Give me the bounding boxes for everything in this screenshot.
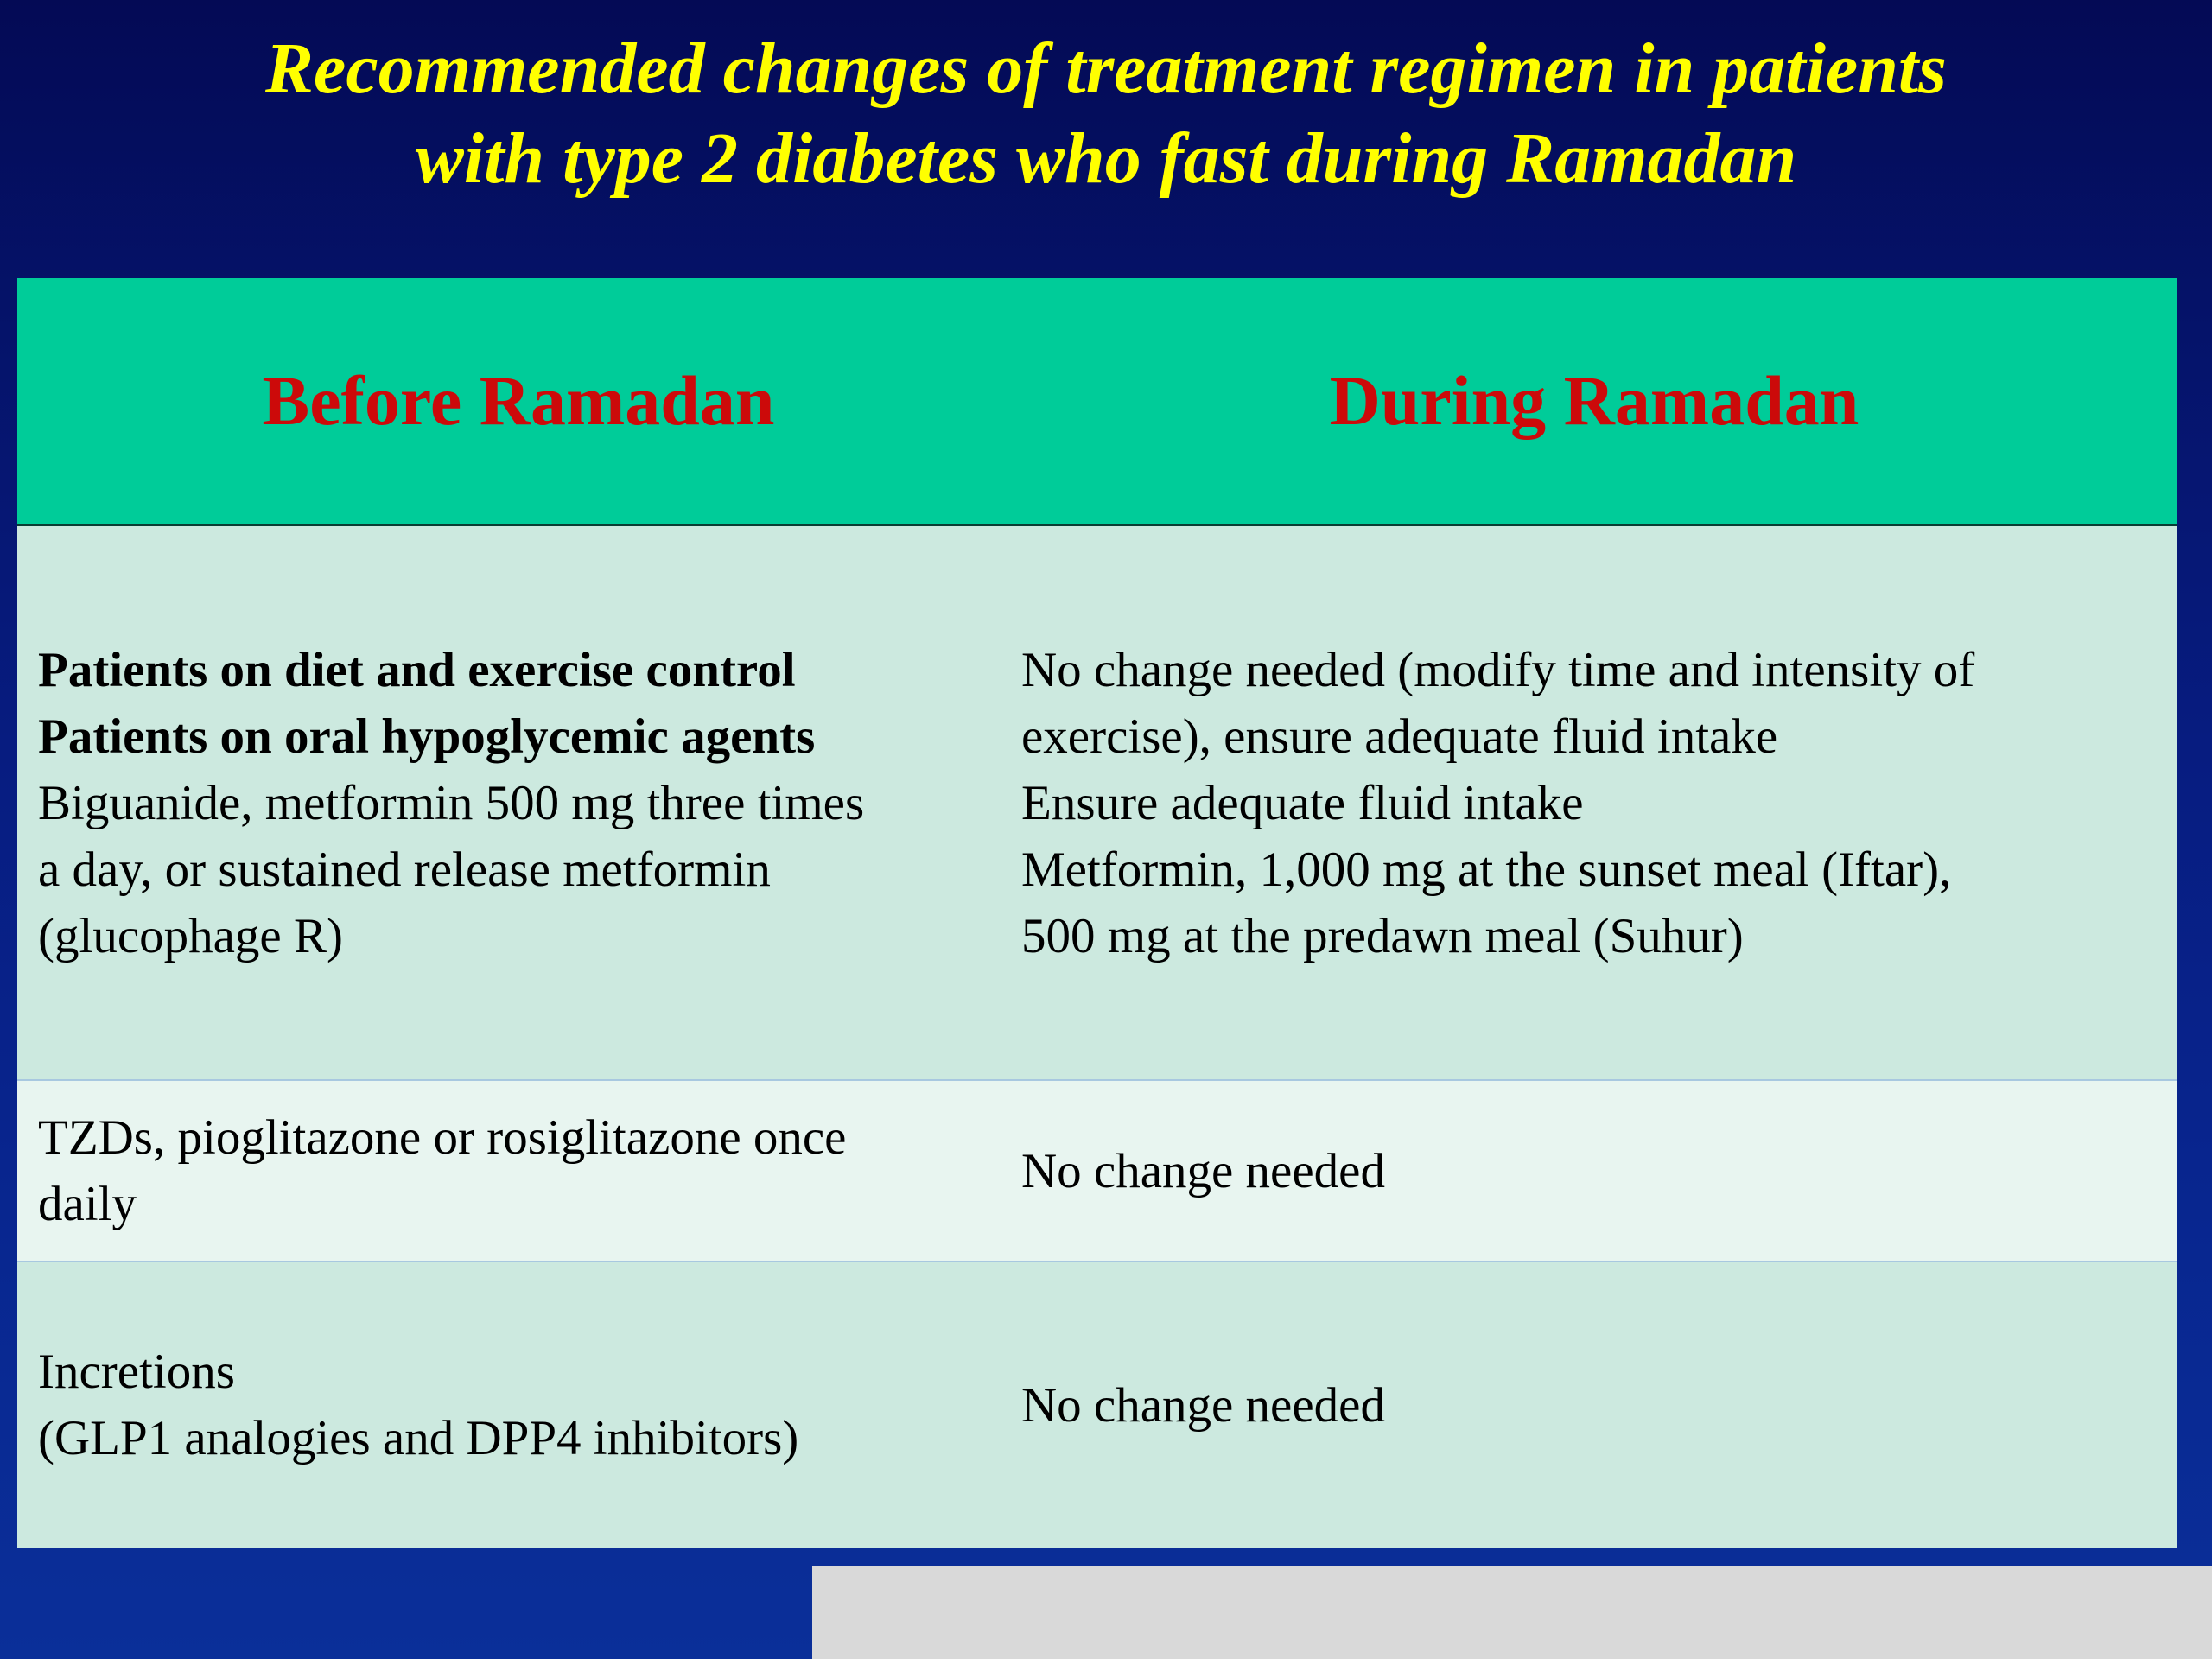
cell-text-line: No change needed [1021, 1143, 1385, 1198]
cell-text-line: No change needed (modify time and intensity of [1021, 642, 1975, 697]
bottom-right-panel [812, 1566, 2212, 1659]
table-cell-during [1011, 525, 2177, 1081]
header-during-ramadan: During Ramadan [1011, 278, 2177, 525]
table-row [17, 1080, 2177, 1262]
cell-text-line: (GLP1 analogies and DPP4 inhibitors) [38, 1411, 799, 1465]
slide-title-line-2: with type 2 diabetes who fast during Ramadan [415, 118, 1797, 199]
cell-text-line: TZDs, pioglitazone or rosiglitazone once [38, 1110, 847, 1165]
cell-text-line: exercise), ensure adequate fluid intake [1021, 709, 1778, 764]
table-row [17, 1262, 2177, 1548]
cell-text-line: (glucophage R) [38, 908, 343, 963]
table-header-row [17, 278, 2177, 525]
table-cell-before [17, 1262, 1011, 1548]
row-label-diet-exercise: Patients on diet and exercise control [38, 642, 796, 697]
table-cell-during [1011, 1262, 2177, 1548]
cell-text-line: No change needed [1021, 1377, 1385, 1433]
table-cell-before [17, 525, 1011, 1081]
cell-text-line: Metformin, 1,000 mg at the sunset meal (Iftar), [1021, 842, 1952, 897]
treatment-table [17, 278, 2177, 1548]
table-cell-during [1011, 1080, 2177, 1262]
cell-text-line: Ensure adequate fluid intake [1021, 775, 1584, 830]
cell-text-line: a day, or sustained release metformin [38, 842, 771, 897]
cell-text-line: Biguanide, metformin 500 mg three times [38, 775, 865, 830]
cell-text-line: daily [38, 1177, 137, 1231]
cell-text-line: Incretions [38, 1344, 235, 1399]
slide-title [0, 24, 2212, 204]
slide-title-line-1: Recommended changes of treatment regimen in patients [265, 29, 1947, 109]
table-row [17, 525, 2177, 1081]
header-before-ramadan: Before Ramadan [17, 278, 1011, 525]
table-cell-before [17, 1080, 1011, 1262]
cell-text-line: 500 mg at the predawn meal (Suhur) [1021, 908, 1744, 963]
row-label-oral-agents: Patients on oral hypoglycemic agents [38, 709, 816, 764]
